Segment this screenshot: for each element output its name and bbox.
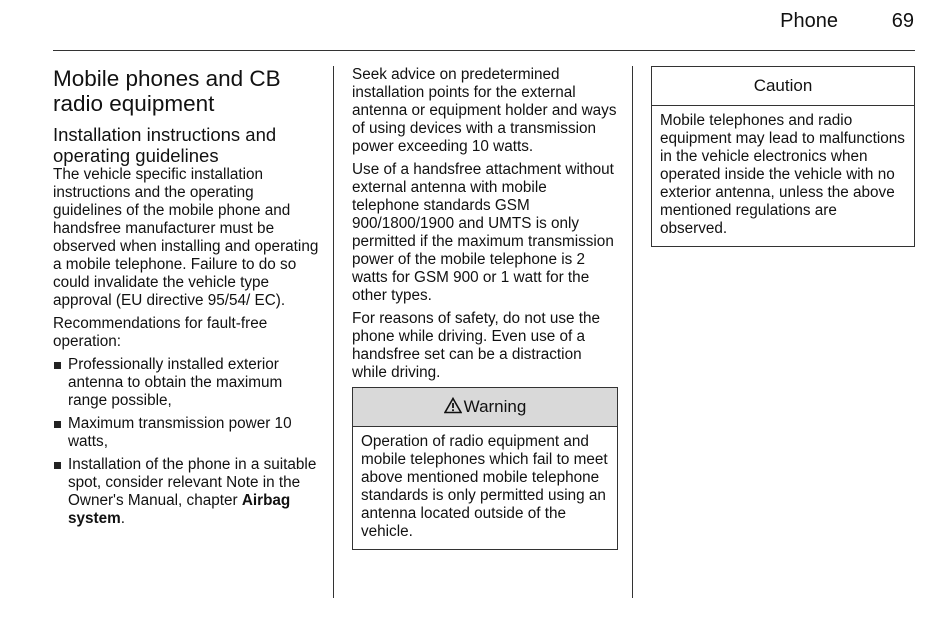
warning-triangle-icon	[444, 397, 462, 414]
page-header	[0, 0, 950, 50]
recommendations-list	[53, 356, 321, 528]
caution-body: Mobile telephones and radio equipment may lead to malfunctions in the vehicle electronics when operated inside the vehicle with no exterior antenna, unless the above mentioned regulations are observed.	[660, 112, 905, 237]
page-number: 69	[891, 10, 914, 32]
caution-header	[652, 67, 914, 106]
list-item	[53, 415, 321, 451]
advice-paragraph: Seek advice on predetermined installation points for the external antenna or equipment holder and ways of using devices with a transmission power exceeding 10 watts.	[352, 66, 617, 155]
list-item-text: Maximum transmission power 10 watts,	[68, 415, 292, 450]
airbag-system-reference: Airbag system	[68, 492, 291, 527]
safety-paragraph: For reasons of safety, do not use the phone while driving. Even use of a handsfree set can be a distraction while driving.	[352, 310, 601, 381]
warning-box	[352, 387, 618, 550]
section-title: Phone	[780, 10, 838, 32]
recommendations-intro: Recommendations for fault-free operation:	[53, 315, 268, 350]
left-column	[53, 66, 321, 533]
warning-title: Warning	[463, 397, 527, 416]
page-title: Mobile phones and CB radio equipment	[53, 66, 281, 116]
caution-box	[651, 66, 915, 247]
list-item-text: Professionally installed exterior antenna to obtain the maximum range possible,	[68, 356, 283, 409]
column-divider	[632, 66, 633, 598]
warning-header	[353, 388, 617, 427]
list-item-text: Installation of the phone in a suitable spot, consider relevant Note in the Owner's Manual, chapter	[68, 456, 317, 509]
header-rule	[53, 50, 915, 51]
list-item-end: .	[120, 510, 125, 527]
list-item	[53, 456, 321, 528]
section-subtitle: Installation instructions and operating guidelines	[53, 124, 277, 166]
handsfree-paragraph: Use of a handsfree attachment without external antenna with mobile telephone standards GSM 900/1800/1900 and UMTS is only permitted if the maximum transmission power of the mobile telephone is 2 watts for GSM 900 or 1 watt for the other types.	[352, 161, 614, 304]
warning-body: Operation of radio equipment and mobile telephones which fail to meet above mentioned mobile telephone standards is only permitted using an antenna located outside of the vehicle.	[361, 433, 608, 540]
middle-column	[352, 66, 618, 550]
column-divider	[333, 66, 334, 598]
caution-title: Caution	[753, 76, 813, 95]
list-item	[53, 356, 321, 410]
right-column	[651, 66, 915, 247]
intro-paragraph: The vehicle specific installation instructions and the operating guidelines of the mobile phone and handsfree manufacturer must be observed when installing and operating a mobile telephone. Failure to do so could invalidate the vehicle type approval (EU directive 95/54/ EC).	[53, 166, 319, 309]
